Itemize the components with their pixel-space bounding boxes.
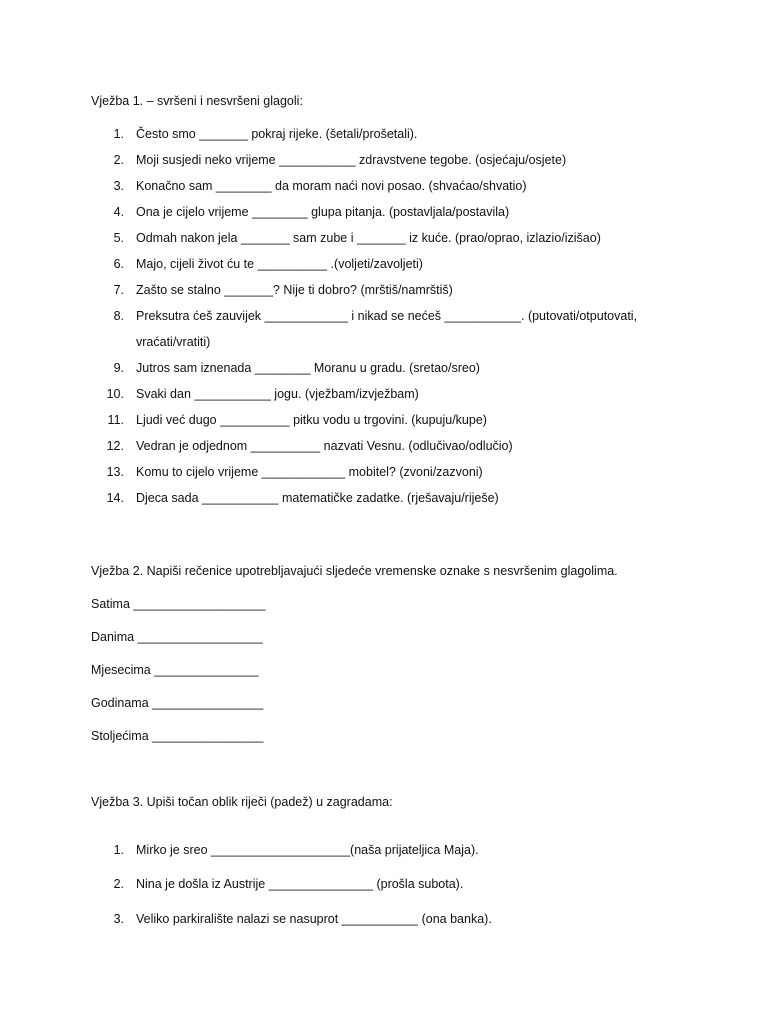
- item-text: Mirko je sreo ____________________(naša prijateljica Maja).: [136, 843, 479, 857]
- item-text: Ljudi već dugo __________ pitku vodu u trgovini. (kupuju/kupe): [136, 413, 487, 427]
- item-number: 5.: [113, 231, 124, 245]
- item-text: Majo, cijeli život ću te __________ .(voljeti/zavoljeti): [136, 257, 423, 271]
- item-number: 11.: [107, 413, 124, 427]
- exercise1-heading: Vježba 1. – svršeni i nesvršeni glagoli:: [91, 94, 303, 108]
- item-text: Vedran je odjednom __________ nazvati Vesnu. (odlučivao/odlučio): [136, 439, 513, 453]
- item-text: Veliko parkiralište nalazi se nasuprot ___________ (ona banka).: [136, 912, 492, 926]
- item-number: 3.: [113, 912, 124, 926]
- item-text: Često smo _______ pokraj rijeke. (šetali/prošetali).: [136, 127, 418, 141]
- item-text: Ona je cijelo vrijeme ________ glupa pitanja. (postavljala/postavila): [136, 205, 510, 219]
- item-text: Komu to cijelo vrijeme ____________ mobitel? (zvoni/zazvoni): [136, 465, 483, 479]
- item-text: Djeca sada ___________ matematičke zadatke. (rješavaju/riješe): [136, 491, 499, 505]
- item-number: 4.: [113, 205, 124, 219]
- item-text: Konačno sam ________ da moram naći novi posao. (shvaćao/shvatio): [136, 179, 527, 193]
- item-number: 8.: [113, 309, 124, 323]
- item-number: 6.: [113, 257, 124, 271]
- item-number: 3.: [113, 179, 124, 193]
- item-number: 9.: [113, 361, 124, 375]
- prompt-line: Godinama ________________: [91, 696, 264, 710]
- prompt-line: Danima __________________: [91, 630, 263, 644]
- prompt-line: Mjesecima _______________: [91, 663, 259, 677]
- item-number: 14.: [106, 491, 124, 505]
- prompt-line: Stoljećima ________________: [91, 729, 264, 743]
- item-text: Nina je došla iz Austrije _______________ (prošla subota).: [136, 877, 464, 891]
- exercise3-heading: Vježba 3. Upiši točan oblik riječi (padež) u zagradama:: [91, 795, 393, 809]
- item-number: 1.: [113, 127, 124, 141]
- item-number: 2.: [113, 877, 124, 891]
- item-number: 13.: [106, 465, 124, 479]
- item-number: 12.: [106, 439, 124, 453]
- item-number: 7.: [113, 283, 124, 297]
- item-text: Jutros sam iznenada ________ Moranu u gradu. (sretao/sreo): [136, 361, 480, 375]
- prompt-line: Satima ___________________: [91, 597, 266, 611]
- item-text: Svaki dan ___________ jogu. (vježbam/izvježbam): [136, 387, 419, 401]
- item-text: Moji susjedi neko vrijeme ___________ zdravstvene tegobe. (osjećaju/osjete): [136, 153, 567, 167]
- item-text-continuation: vraćati/vratiti): [136, 335, 211, 349]
- item-text: Preksutra ćeš zauvijek ____________ i nikad se nećeš ___________. (putovati/otputovati,: [136, 309, 638, 323]
- item-text: Zašto se stalno _______? Nije ti dobro? (mrštiš/namrštiš): [136, 283, 453, 297]
- item-number: 2.: [113, 153, 124, 167]
- item-text: Odmah nakon jela _______ sam zube i _______ iz kuće. (prao/oprao, izlazio/izišao): [136, 231, 601, 245]
- exercise2-heading: Vježba 2. Napiši rečenice upotrebljavajući sljedeće vremenske oznake s nesvršenim glagolima.: [91, 564, 618, 578]
- item-number: 1.: [113, 843, 124, 857]
- item-number: 10.: [106, 387, 124, 401]
